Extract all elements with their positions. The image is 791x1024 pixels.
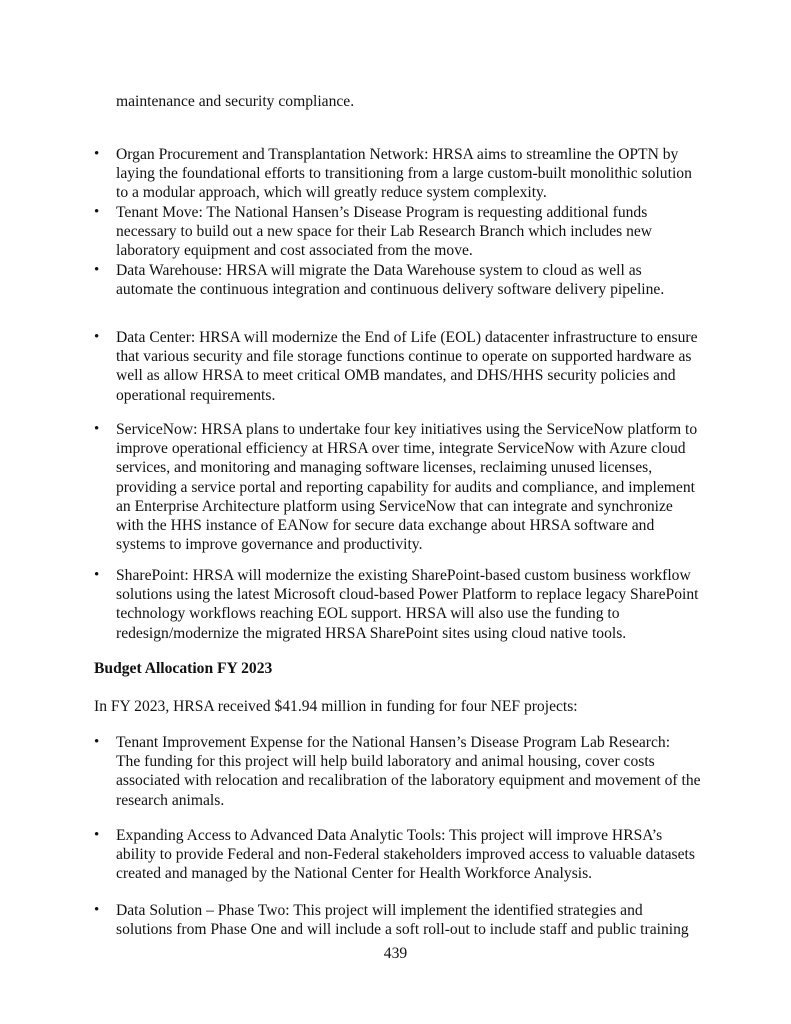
text-line: ServiceNow: HRSA plans to undertake four key initiatives using the ServiceNow platform to xyxy=(116,421,698,438)
bullet-icon: • xyxy=(94,902,100,918)
bullet-icon: • xyxy=(94,567,100,583)
text-line: maintenance and security compliance. xyxy=(116,93,355,110)
text-line: with the HHS instance of EANow for secure data exchange about HRSA software and xyxy=(116,517,655,535)
text-line: that various security and file storage functions continue to operate on supported hardware as xyxy=(116,348,692,366)
bullet-icon: • xyxy=(94,329,100,345)
text-line: automate the continuous integration and continuous delivery software delivery pipeline. xyxy=(116,281,665,299)
text-line: to a modular approach, which will greatly reduce system complexity. xyxy=(116,184,547,202)
text-line: associated with relocation and recalibration of the laboratory equipment and movement of the xyxy=(116,772,701,790)
text-line: well as allow HRSA to meet critical OMB mandates, and DHS/HHS security policies and xyxy=(116,367,676,385)
text-line: Expanding Access to Advanced Data Analytic Tools: This project will improve HRSA’s xyxy=(116,827,663,844)
text-line: operational requirements. xyxy=(116,386,276,404)
text-line: technology workflows reaching EOL support. HRSA will also use the funding to xyxy=(116,605,620,623)
intro-paragraph xyxy=(94,697,714,716)
bullet-icon: • xyxy=(94,146,100,162)
text-line: Data Center: HRSA will modernize the End of Life (EOL) datacenter infrastructure to ensure xyxy=(116,329,698,346)
text-line: an Enterprise Architecture platform using ServiceNow that can integrate and synchronize xyxy=(116,497,673,515)
bullet-icon: • xyxy=(94,421,100,437)
text-line: SharePoint: HRSA will modernize the existing SharePoint-based custom business workflow xyxy=(116,567,691,584)
text-line: services, and monitoring and managing software licenses, reclaiming unused licenses, xyxy=(116,459,653,477)
text-line: laying the foundational efforts to transitioning from a large custom-built monolithic solution xyxy=(116,165,692,183)
bullet-icon: • xyxy=(94,204,100,220)
bullet-icon: • xyxy=(94,827,100,843)
text-line: Tenant Move: The National Hansen’s Disease Program is requesting additional funds xyxy=(116,204,648,221)
bullet-icon: • xyxy=(94,734,100,750)
text-line: Data Solution – Phase Two: This project will implement the identified strategies and xyxy=(116,902,643,919)
text-line: In FY 2023, HRSA received $41.94 million in funding for four NEF projects: xyxy=(94,698,578,715)
text-line: necessary to build out a new space for their Lab Research Branch which includes new xyxy=(116,223,653,241)
text-line: solutions from Phase One and will include a soft roll-out to include staff and public training xyxy=(116,921,689,939)
text-line: laboratory equipment and cost associated from the move. xyxy=(116,242,473,260)
text-line: Organ Procurement and Transplantation Network: HRSA aims to streamline the OPTN by xyxy=(116,146,679,163)
text-line: Data Warehouse: HRSA will migrate the Data Warehouse system to cloud as well as xyxy=(116,262,642,279)
text-line: research animals. xyxy=(116,791,225,809)
continuation-paragraph xyxy=(116,92,736,111)
page-number: 439 xyxy=(383,945,408,962)
text-line: systems to improve governance and productivity. xyxy=(116,536,423,554)
section-heading: Budget Allocation FY 2023 xyxy=(94,660,273,677)
text-line: ability to provide Federal and non-Federal stakeholders improved access to valuable datasets xyxy=(116,846,695,864)
text-line: created and managed by the National Center for Health Workforce Analysis. xyxy=(116,865,593,883)
text-line: Tenant Improvement Expense for the National Hansen’s Disease Program Lab Research: xyxy=(116,734,671,751)
text-line: redesign/modernize the migrated HRSA SharePoint sites using cloud native tools. xyxy=(116,624,627,642)
text-line: The funding for this project will help build laboratory and animal housing, cover costs xyxy=(116,753,655,771)
text-line: improve operational efficiency at HRSA over time, integrate ServiceNow with Azure cloud xyxy=(116,440,686,458)
text-line: solutions using the latest Microsoft cloud-based Power Platform to replace legacy SharePoint xyxy=(116,586,699,604)
text-line: providing a service portal and reporting capability for audits and compliance, and implement xyxy=(116,478,695,496)
bullet-icon: • xyxy=(94,262,100,278)
